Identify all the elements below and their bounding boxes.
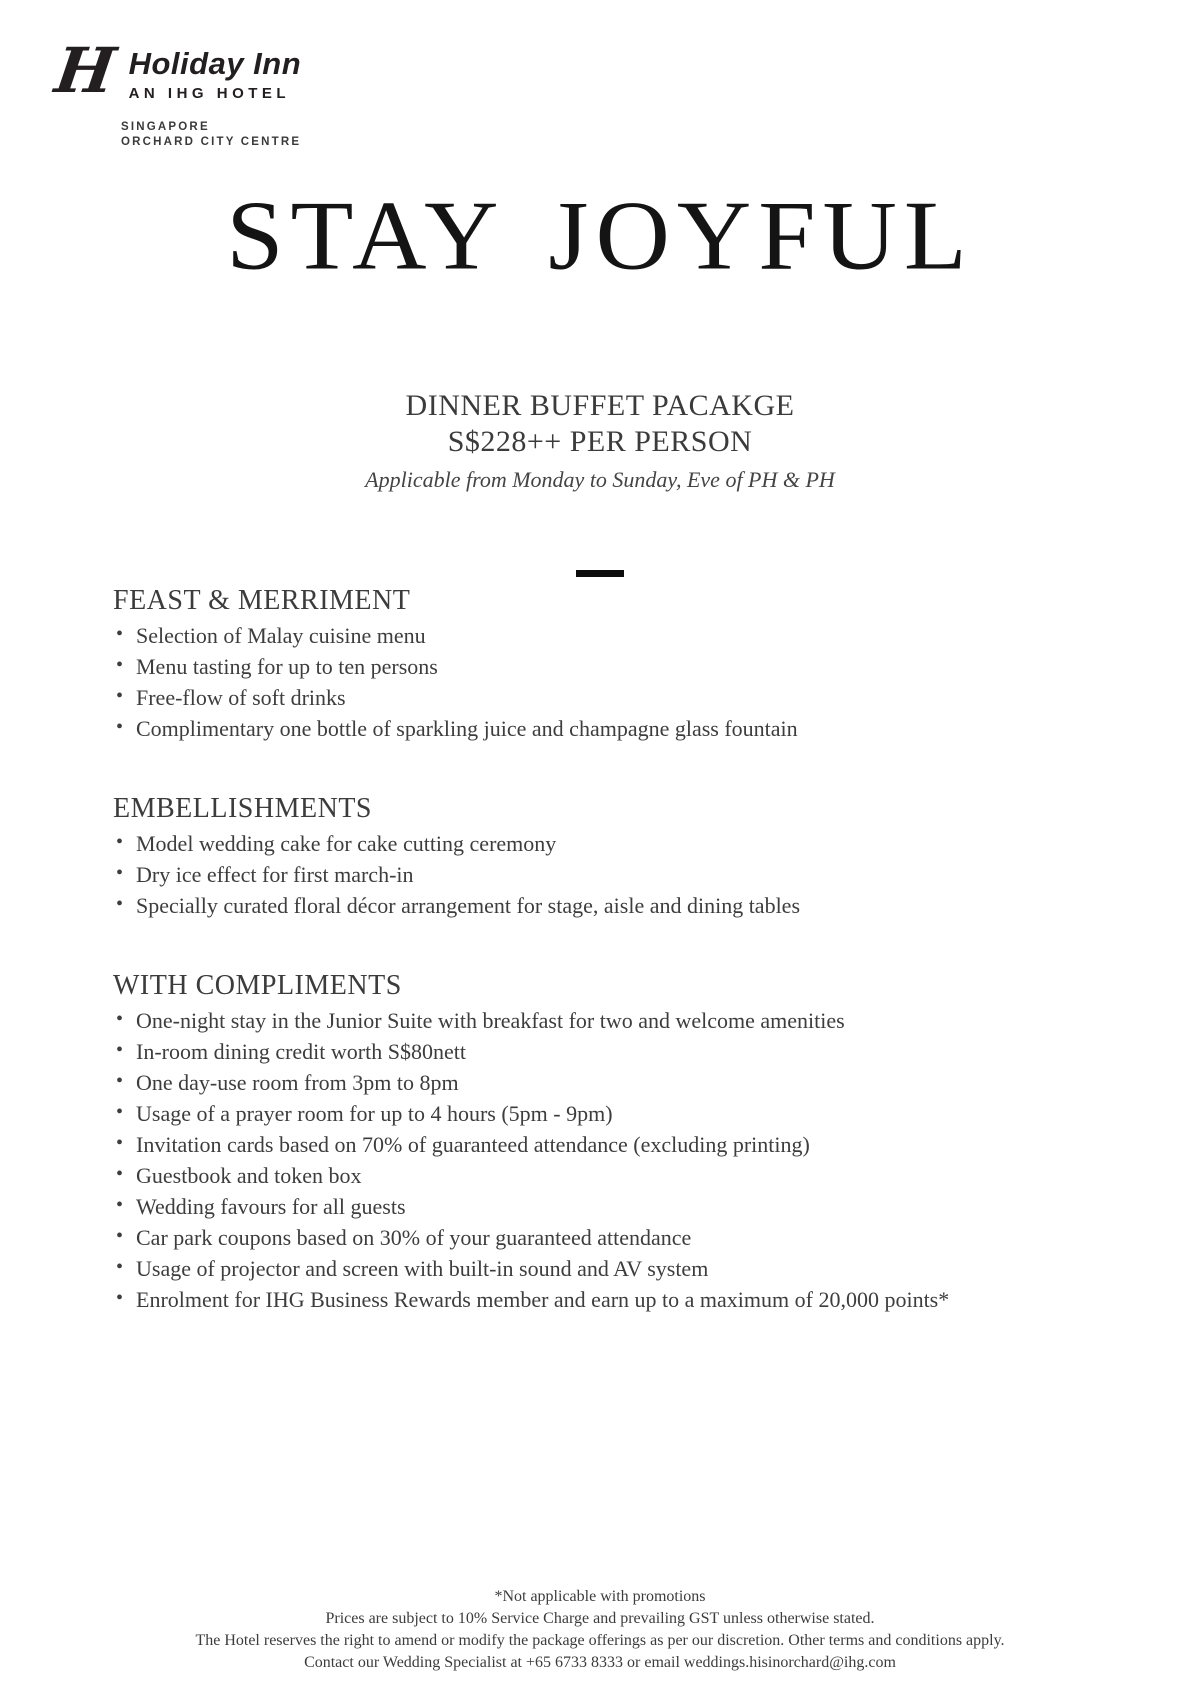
footer-note-terms: The Hotel reserves the right to amend or modify the package offerings as per our discretion. Other terms and conditions apply. <box>195 1632 1005 1649</box>
package-sections <box>113 584 1110 1319</box>
section-with-compliments <box>113 969 1110 1311</box>
list-item: • Usage of a prayer room for up to 4 hours (5pm - 9pm) <box>113 1102 1110 1125</box>
logo-text-column <box>129 42 302 102</box>
list-item: • Menu tasting for up to ten persons <box>113 655 1110 678</box>
bullet-list <box>113 832 1110 917</box>
hotel-location-line2: ORCHARD CITY CENTRE <box>121 136 302 148</box>
holiday-inn-h-icon: H <box>50 34 120 107</box>
package-applicability-note: Applicable from Monday to Sunday, Eve of PH & PH <box>365 467 835 492</box>
bullet-list <box>113 1009 1110 1311</box>
footer-note-promotions: *Not applicable with promotions <box>494 1588 706 1605</box>
list-item: • Wedding favours for all guests <box>113 1195 1110 1218</box>
hotel-logo <box>50 34 302 150</box>
list-item: • One day-use room from 3pm to 8pm <box>113 1071 1110 1094</box>
brand-subtitle: AN IHG HOTEL <box>128 85 291 102</box>
package-name: DINNER BUFFET PACAKGE <box>405 389 795 422</box>
list-item: • Free-flow of soft drinks <box>113 686 1110 709</box>
package-price: S$228++ PER PERSON <box>447 425 753 458</box>
section-feast-merriment <box>113 584 1110 740</box>
package-heading <box>0 388 1200 493</box>
list-item: • In-room dining credit worth S$80nett <box>113 1040 1110 1063</box>
logo-row <box>50 34 302 107</box>
hotel-location-line1: SINGAPORE <box>121 121 210 133</box>
list-item: • Dry ice effect for first march-in <box>113 863 1110 886</box>
footer-contact: Contact our Wedding Specialist at +65 6733 8333 or email weddings.hisinorchard@ihg.com <box>304 1654 896 1671</box>
footer-note-prices: Prices are subject to 10% Service Charge and prevailing GST unless otherwise stated. <box>325 1610 875 1627</box>
list-item: • Enrolment for IHG Business Rewards member and earn up to a maximum of 20,000 points* <box>113 1288 1110 1311</box>
hotel-location <box>121 120 301 150</box>
section-heading: FEAST & MERRIMENT <box>113 585 411 616</box>
list-item: • Car park coupons based on 30% of your guaranteed attendance <box>113 1226 1110 1249</box>
list-item: • Usage of projector and screen with built-in sound and AV system <box>113 1257 1110 1280</box>
terms-footer <box>0 1586 1200 1674</box>
list-item: • Invitation cards based on 70% of guaranteed attendance (excluding printing) <box>113 1133 1110 1156</box>
section-heading: EMBELLISHMENTS <box>113 793 372 824</box>
bullet-list <box>113 624 1110 740</box>
list-item: • Specially curated floral décor arrangement for stage, aisle and dining tables <box>113 894 1110 917</box>
list-item: • Guestbook and token box <box>113 1164 1110 1187</box>
page-title: STAY JOYFUL <box>226 181 974 291</box>
brand-name: Holiday Inn <box>128 46 302 81</box>
section-embellishments <box>113 792 1110 917</box>
list-item: • Complimentary one bottle of sparkling juice and champagne glass fountain <box>113 717 1110 740</box>
list-item: • Selection of Malay cuisine menu <box>113 624 1110 647</box>
list-item: • One-night stay in the Junior Suite with breakfast for two and welcome amenities <box>113 1009 1110 1032</box>
divider-bar <box>576 570 624 577</box>
section-heading: WITH COMPLIMENTS <box>113 970 402 1001</box>
list-item: • Model wedding cake for cake cutting ceremony <box>113 832 1110 855</box>
